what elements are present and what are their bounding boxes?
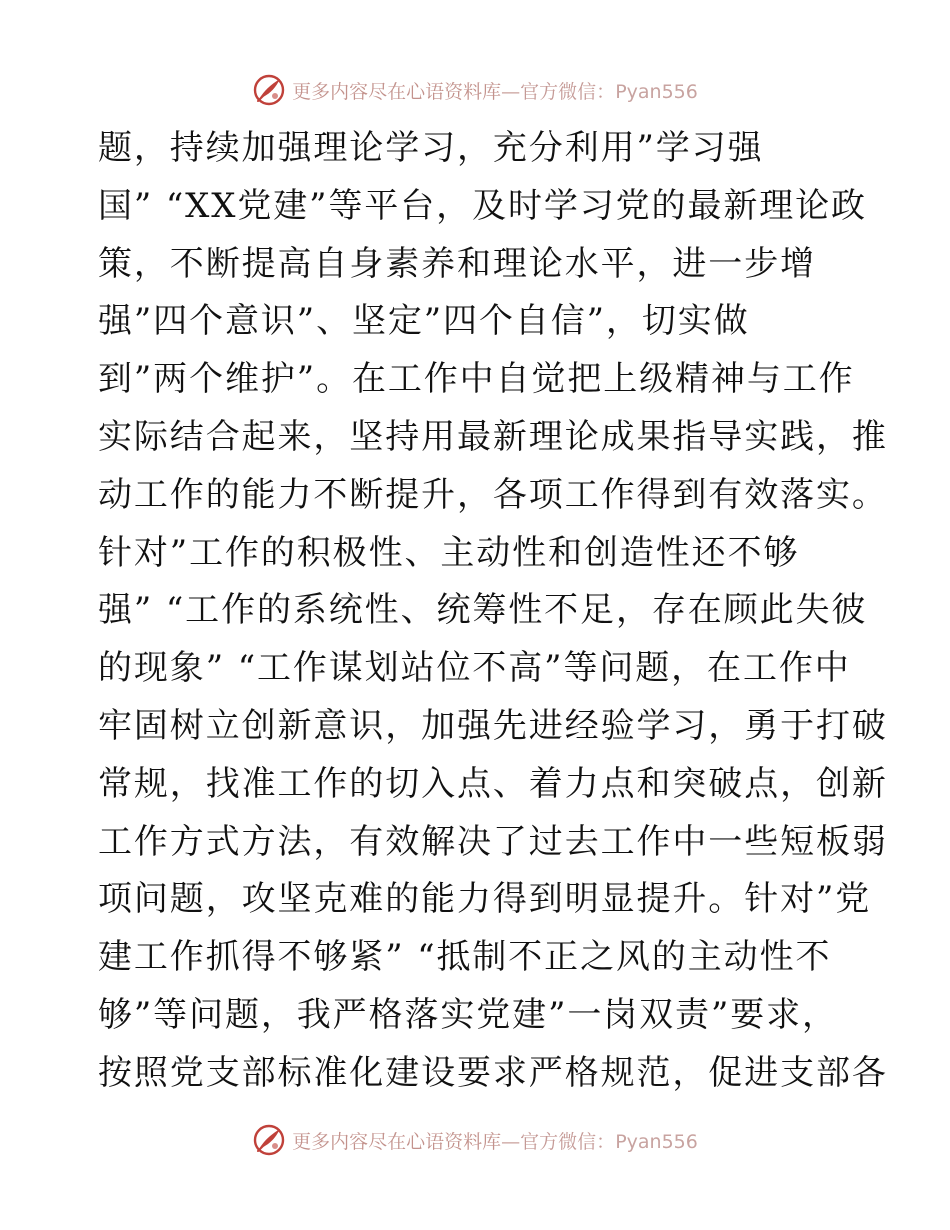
text-line: 强” “工作的系统性、统筹性不足，存在顾此失彼 bbox=[98, 590, 868, 631]
text-line: 针对”工作的积极性、主动性和创造性还不够 bbox=[98, 532, 800, 573]
header-watermark-text bbox=[292, 77, 698, 104]
text-line: 到”两个维护”。在工作中自觉把上级精神与工作 bbox=[98, 359, 855, 400]
text-line: 动工作的能力不断提升，各项工作得到有效落实。 bbox=[98, 474, 888, 515]
header-watermark-content bbox=[252, 73, 698, 107]
text-line: 够”等问题，我严格落实党建”一岗双责”要求， bbox=[98, 994, 838, 1035]
text-line: 建工作抓得不够紧” “抵制不正之风的主动性不 bbox=[98, 937, 832, 978]
text-line: 按照党支部标准化建设要求严格规范，促进支部各 bbox=[98, 1052, 888, 1093]
footer-watermark bbox=[0, 1120, 950, 1160]
footer-wechat-id: Pyan556 bbox=[615, 1130, 698, 1153]
header-watermark bbox=[0, 70, 950, 110]
footer-watermark-content bbox=[252, 1123, 698, 1157]
text-line: 国” “XX党建”等平台，及时学习党的最新理论政 bbox=[98, 185, 867, 226]
footer-slogan: 更多内容尽在心语资料库 bbox=[292, 1130, 502, 1153]
text-line: 强”四个意识”、坚定”四个自信”，切实做 bbox=[98, 301, 750, 342]
text-line: 策，不断提高自身素养和理论水平，进一步增 bbox=[98, 243, 816, 284]
header-dash: — bbox=[501, 80, 521, 103]
text-line: 常规，找准工作的切入点、着力点和突破点，创新 bbox=[98, 763, 888, 804]
text-line: 工作方式方法，有效解决了过去工作中一些短板弱 bbox=[98, 821, 888, 862]
body-text bbox=[98, 120, 888, 1103]
text-line: 题，持续加强理论学习，充分利用”学习强 bbox=[98, 128, 764, 168]
quill-logo-icon bbox=[252, 73, 286, 107]
text-line: 的现象” “工作谋划站位不高”等问题，在工作中 bbox=[98, 648, 851, 689]
header-slogan: 更多内容尽在心语资料库 bbox=[292, 80, 502, 103]
footer-watermark-text bbox=[292, 1127, 698, 1154]
text-line: 实际结合起来，坚持用最新理论成果指导实践，推 bbox=[98, 416, 888, 457]
footer-wechat-label: 官方微信： bbox=[520, 1130, 616, 1153]
text-line: 项问题，攻坚克难的能力得到明显提升。针对”党 bbox=[98, 879, 872, 920]
quill-logo-icon bbox=[252, 1123, 286, 1157]
text-line: 牢固树立创新意识，加强先进经验学习，勇于打破 bbox=[98, 705, 888, 746]
header-wechat-label: 官方微信： bbox=[520, 80, 616, 103]
header-wechat-id: Pyan556 bbox=[615, 80, 698, 103]
footer-dash: — bbox=[501, 1130, 521, 1153]
